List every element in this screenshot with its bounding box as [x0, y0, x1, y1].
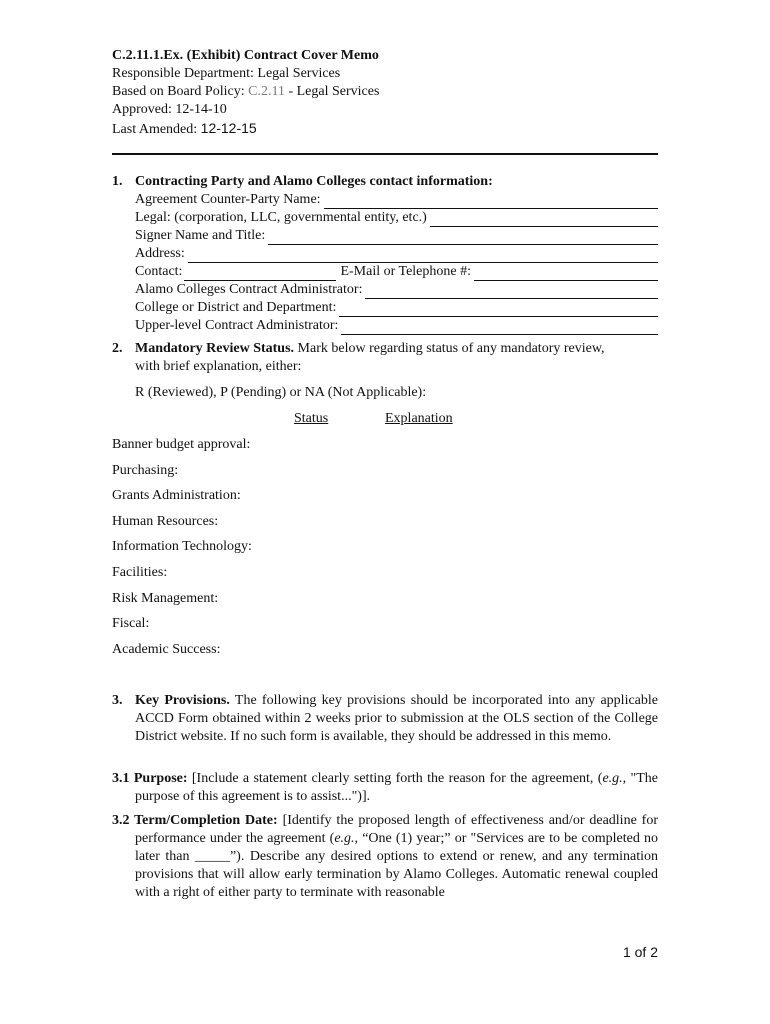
- review-row: Academic Success:: [112, 642, 221, 657]
- address-label: Address:: [135, 246, 185, 261]
- section2-line1: [135, 340, 658, 358]
- section-heading: Mandatory Review Status.: [135, 341, 295, 356]
- board-policy: [112, 83, 672, 101]
- review-row: Banner budget approval:: [112, 437, 251, 452]
- section2-text-2: with brief explanation, either:: [135, 359, 302, 374]
- blank-line[interactable]: [341, 321, 658, 335]
- blank-line[interactable]: [430, 213, 658, 227]
- memo-header: [112, 47, 672, 139]
- legal-field[interactable]: [135, 209, 658, 227]
- signer-label: Signer Name and Title:: [135, 228, 266, 243]
- policy-link[interactable]: C.2.11: [248, 84, 285, 99]
- section-heading: Contracting Party and Alamo Colleges contact information:: [135, 174, 493, 189]
- status-column-header: Status: [294, 411, 329, 426]
- signer-field[interactable]: [135, 227, 658, 245]
- legal-label: Legal: (corporation, LLC, governmental entity, etc.): [135, 210, 427, 225]
- purpose-text-2: , "The purpose of this agreement is to assist...")].: [135, 771, 658, 804]
- college-label: College or District and Department:: [135, 300, 337, 315]
- review-row: Purchasing:: [112, 463, 179, 478]
- last-amended-label: Last Amended:: [112, 122, 201, 137]
- address-field[interactable]: [135, 245, 658, 263]
- section-body: [135, 340, 658, 376]
- blank-line[interactable]: [339, 303, 658, 317]
- board-policy-suffix: - Legal Services: [284, 84, 380, 99]
- email-label: E-Mail or Telephone #:: [340, 264, 471, 279]
- counterparty-label: Agreement Counter-Party Name:: [135, 192, 321, 207]
- blank-line[interactable]: [184, 267, 336, 281]
- upper-admin-field[interactable]: [135, 317, 658, 335]
- page-number: 1 of 2: [622, 944, 658, 960]
- purpose-eg: e.g.: [602, 771, 623, 786]
- blank-line[interactable]: [365, 285, 658, 299]
- contact-label: Contact:: [135, 264, 183, 279]
- review-row: Risk Management:: [112, 591, 219, 606]
- term-paragraph: [112, 812, 658, 902]
- blank-line[interactable]: [268, 231, 658, 245]
- term-text-b: , “One (1) year;” or "Services are to be completed no later than _____”). Describe any desired options to extend or renew, and any termination provisions that will allow early termination by Alamo Colleges. Automatic renewal coupled with a right of either party to terminate with reasonable: [135, 831, 658, 900]
- section-body: [135, 692, 658, 746]
- administrator-label: Alamo Colleges Contract Administrator:: [135, 282, 363, 297]
- term-label: 3.2 Term/Completion Date:: [112, 813, 278, 828]
- review-row: Grants Administration:: [112, 488, 241, 503]
- responsible-department: Responsible Department: Legal Services: [112, 66, 341, 81]
- section2-text-1: Mark below regarding status of any mandatory review,: [294, 341, 605, 356]
- section-heading: Key Provisions.: [135, 693, 230, 708]
- blank-line[interactable]: [188, 249, 658, 263]
- section-purpose: [112, 770, 658, 806]
- blank-line[interactable]: [324, 195, 658, 209]
- review-row: Fiscal:: [112, 616, 150, 631]
- purpose-paragraph: [112, 770, 658, 806]
- section-number: 2.: [112, 341, 123, 356]
- last-amended: [112, 119, 672, 139]
- review-row: Facilities:: [112, 565, 168, 580]
- section-body: [135, 173, 658, 335]
- approved-date: Approved: 12-14-10: [112, 102, 227, 117]
- memo-title: C.2.11.1.Ex. (Exhibit) Contract Cover Memo: [112, 48, 379, 63]
- section3-text: The following key provisions should be incorporated into any applicable ACCD Form obtained within 2 weeks prior to submission at the OLS section of the College District website. If no such form is available, they should be addressed in this memo.: [135, 693, 658, 744]
- review-options: R (Reviewed), P (Pending) or NA (Not Applicable):: [135, 385, 427, 400]
- purpose-label: 3.1 Purpose:: [112, 771, 188, 786]
- review-row: Human Resources:: [112, 514, 219, 529]
- contact-field[interactable]: [135, 263, 658, 281]
- blank-line[interactable]: [474, 267, 658, 281]
- counterparty-field[interactable]: [135, 191, 658, 209]
- section-number: 1.: [112, 174, 123, 189]
- upper-admin-label: Upper-level Contract Administrator:: [135, 318, 339, 333]
- explanation-column-header: Explanation: [385, 411, 453, 426]
- purpose-text: [Include a statement clearly setting forth the reason for the agreement, (: [187, 771, 603, 786]
- last-amended-date: 12-12-15: [200, 120, 257, 136]
- review-row: Information Technology:: [112, 539, 252, 554]
- section-number: 3.: [112, 693, 123, 708]
- term-text-a: [Identify the proposed length of effectiveness and/or deadline for performance under the agreement (: [135, 813, 658, 846]
- college-field[interactable]: [135, 299, 658, 317]
- term-eg: e.g.: [334, 831, 355, 846]
- header-divider: [112, 153, 658, 155]
- administrator-field[interactable]: [135, 281, 658, 299]
- board-policy-prefix: Based on Board Policy:: [112, 84, 249, 99]
- section-term: [112, 812, 658, 902]
